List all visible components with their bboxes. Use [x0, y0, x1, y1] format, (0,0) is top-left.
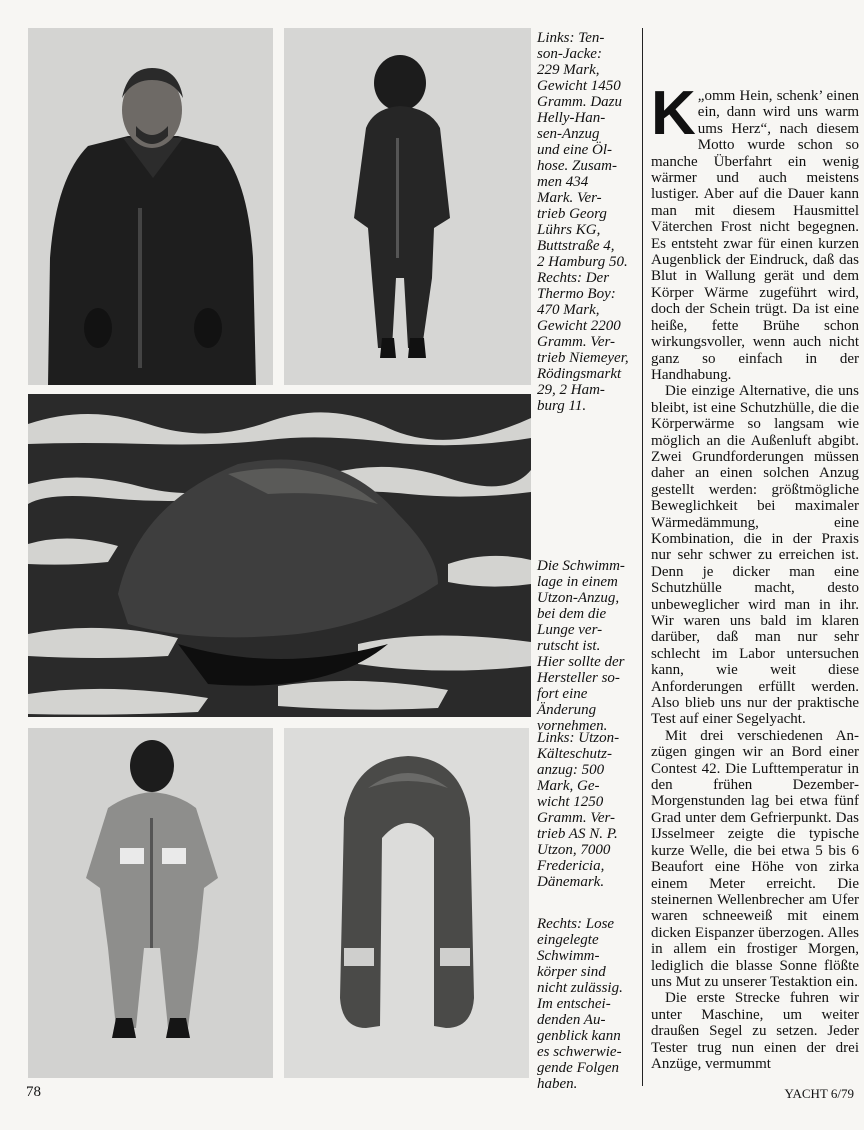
photo-thermo-boy [284, 28, 531, 385]
photo-tenson-jacket [28, 28, 273, 385]
photo-utzon-suit [28, 728, 273, 1078]
caption-swimming-position: Die Schwimm- lage in einem Utzon-Anzug, bei dem die Lunge ver- rutscht ist. Hier sollte der Hersteller so- fort eine Änderung vornehmen. [537, 558, 625, 734]
article-paragraph: Die erste Strecke fuhren wir unter Maschine, um weiter draußen Segel zu setzen. Jeder Tester trug nun einen der drei Anzüge, vermummt [651, 990, 859, 1072]
column-divider [642, 28, 643, 1086]
article-paragraph: Die einzige Alternative, die uns bleibt, ist eine Schutzhülle, die die Körperwärme so langsam wie möglich an die Außenluft abgibt. Zwei Grundforderungen müssen daher an einen solchen Anzug gestellt werden: größtmögliche Beweglichkeit bei maximaler Wärmedämmung, eine Kombination, die in der Praxis nur sehr schwer zu erreichen ist. Denn je dicker man eine Schutzhülle macht, desto unbeweglicher wird man in ihr. Wir waren uns bald im klaren darüber, daß man nur sehr schlecht im Labor untersuchen kann, wie weit diese Anforderungen erfüllt werden. Also blieb uns nur der praktische Test auf einer Segelyacht. [651, 383, 859, 728]
caption-jackets: Links: Ten- son-Jacke: 229 Mark, Gewicht 1450 Gramm. Dazu Helly-Han- sen-Anzug und eine Öl- hose. Zusam- men 434 Mark. Ver- trieb Georg Lührs KG, Buttstraße 4, 2 Hamburg 50. Rechts: Der Thermo Boy: 470 Mark, Gewicht 2200 Gramm. Ver- trieb Niemeyer, Rödingsmarkt 29, 2 Ham- burg 11. [537, 30, 629, 414]
drop-cap: K [651, 79, 696, 148]
caption-float-bodies: Rechts: Lose eingelegte Schwimm- körper sind nicht zulässig. Im entschei- denden Au- genblick kann es schwerwie- gende Folgen haben. [537, 916, 623, 1092]
article-paragraph: K „omm Hein, schenk’ einen ein, dann wird uns warm ums Herz“, nach diesem Motto wurde schon so manche Überfahrt ein wenig wärmer und auch meistens lustiger. Aber auf die Dauer kann man mit diesem Hausmittel Väterchen Frost nicht begegnen. Es entsteht zwar für einen kurzen Augenblick der Eindruck, daß das Blut in Wallung gerät und dem Körper Wärme zugeführt wird, doch der Schein trügt. Da ist eine heiße, fette Brühe schon wirkungsvoller, wenn auch nicht ganz so einfach in der Handhabung. [651, 79, 859, 383]
article-body [651, 79, 859, 1072]
page-number: 78 [26, 1084, 41, 1100]
photo-swimming-position [28, 394, 531, 717]
article-paragraph: Mit drei verschiedenen Anzügen gingen wir an Bord einer Contest 42. Die Lufttemperatur in den frühen Dezember-Morgenstunden lag bei etwa fünf Grad unter dem Gefrierpunkt. Das IJsselmeer zeigte die typische kurze Welle, die bei etwa 5 bis 6 Beaufort eine Höhe von zirka einem Meter erreicht. Die steinernen Wellenbrecher am Ufer waren schneeweiß mit einem dicken Eispanzer überzogen. Alles in allem ein frostiger Morgen, lediglich die blasse Sonne flößte uns Mut zu unserer Testaktion ein. [651, 727, 859, 990]
caption-utzon-suit: Links: Utzon- Kälteschutz- anzug: 500 Mark, Ge- wicht 1250 Gramm. Ver- trieb AS N. P. Utzon, 7000 Fredericia, Dänemark. [537, 730, 620, 890]
photo-float-bodies [284, 728, 529, 1078]
magazine-issue: YACHT 6/79 [784, 1086, 854, 1101]
